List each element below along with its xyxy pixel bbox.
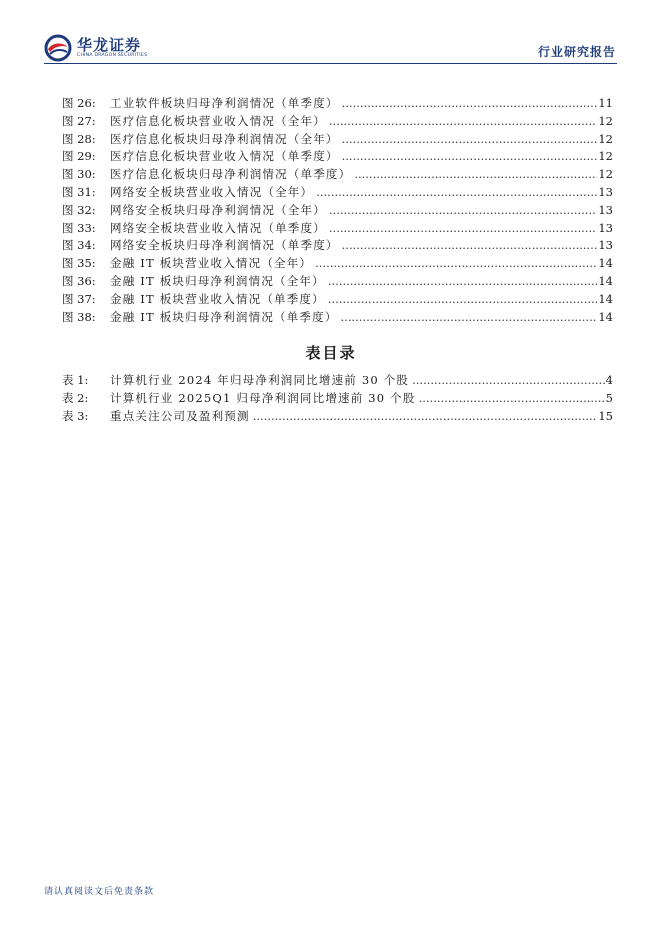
toc-entry-leader bbox=[253, 409, 598, 423]
toc-entry-page: 12 bbox=[598, 131, 613, 146]
toc-entry-leader bbox=[328, 274, 598, 288]
toc-entry-page: 14 bbox=[598, 256, 613, 271]
toc-entry-leader bbox=[342, 238, 598, 252]
toc-entry-page: 12 bbox=[598, 149, 613, 164]
dragon-logo-icon bbox=[44, 34, 72, 62]
toc-entry-title: 网络安全板块归母净利润情况（全年） bbox=[110, 202, 326, 217]
toc-entry-leader bbox=[315, 256, 597, 270]
brand-name-cn: 华龙证券 bbox=[77, 36, 142, 54]
toc-entry-title: 网络安全板块营业收入情况（全年） bbox=[110, 184, 314, 199]
toc-entry-title: 计算机行业 2025Q1 归母净利润同比增速前 30 个股 bbox=[110, 390, 416, 405]
toc-entry-leader bbox=[342, 96, 598, 110]
toc-entry[interactable] bbox=[62, 131, 613, 149]
toc-entry-leader bbox=[354, 167, 597, 181]
toc-entry-page: 13 bbox=[598, 202, 613, 217]
toc-entry-title: 工业软件板块归母净利润情况（单季度） bbox=[110, 96, 339, 110]
toc-entry-title: 金融 IT 板块归母净利润情况（单季度） bbox=[110, 309, 338, 324]
page-header bbox=[0, 0, 662, 70]
toc-entry-page: 13 bbox=[598, 238, 613, 253]
toc-entry[interactable] bbox=[62, 273, 613, 291]
toc-entry-leader bbox=[419, 391, 605, 405]
toc-entry[interactable] bbox=[62, 113, 613, 131]
toc-entry-leader bbox=[329, 221, 597, 235]
figure-list bbox=[62, 95, 613, 326]
toc-entry[interactable] bbox=[62, 166, 613, 184]
toc-entry-title: 金融 IT 板块归母净利润情况（全年） bbox=[110, 273, 325, 288]
report-type-label: 行业研究报告 bbox=[537, 45, 616, 59]
brand-logo bbox=[44, 34, 147, 62]
toc-entry-title: 重点关注公司及盈利预测 bbox=[110, 408, 250, 423]
toc-entry-leader bbox=[342, 149, 598, 163]
toc-entry-label: 图 33: bbox=[62, 220, 96, 235]
toc-entry-page: 12 bbox=[598, 113, 613, 128]
toc-entry-title: 医疗信息化板块归母净利润情况（单季度） bbox=[110, 167, 352, 182]
toc-entry-title: 计算机行业 2024 年归母净利润同比增速前 30 个股 bbox=[110, 373, 410, 387]
toc-entry-label: 图 29: bbox=[62, 149, 96, 164]
toc-entry-title: 网络安全板块归母净利润情况（单季度） bbox=[110, 238, 339, 253]
toc-entry[interactable] bbox=[62, 148, 613, 166]
toc-entry-title: 金融 IT 板块营业收入情况（单季度） bbox=[110, 291, 325, 306]
toc-entry-page: 14 bbox=[598, 273, 613, 288]
toc-entry-label: 图 37: bbox=[62, 291, 96, 306]
toc-entry-title: 医疗信息化板块营业收入情况（全年） bbox=[110, 113, 326, 128]
table-list bbox=[62, 372, 613, 425]
toc-entry-page: 15 bbox=[598, 408, 613, 423]
toc-entry[interactable] bbox=[62, 390, 613, 408]
toc-entry[interactable] bbox=[62, 184, 613, 202]
toc-entry-title: 医疗信息化板块营业收入情况（单季度） bbox=[110, 149, 339, 164]
toc-entry-page: 13 bbox=[598, 184, 613, 199]
toc-entry[interactable] bbox=[62, 95, 613, 113]
toc-entry-page: 4 bbox=[605, 373, 613, 387]
toc-entry-label: 图 35: bbox=[62, 256, 96, 271]
toc-entry-page: 11 bbox=[598, 96, 613, 110]
toc-entry-label: 图 36: bbox=[62, 273, 96, 288]
toc-entry-page: 13 bbox=[598, 220, 613, 235]
toc-entry-leader bbox=[329, 114, 597, 128]
disclaimer-note: 请认真阅读文后免责条款 bbox=[44, 887, 155, 897]
toc-entry-label: 图 30: bbox=[62, 167, 96, 182]
toc-entry-leader bbox=[412, 373, 605, 387]
toc-entry-label: 图 31: bbox=[62, 184, 96, 199]
header-divider bbox=[44, 63, 617, 64]
toc-entry-label: 表 3: bbox=[62, 408, 89, 423]
toc-entry-leader bbox=[316, 185, 597, 199]
toc-entry[interactable] bbox=[62, 220, 613, 238]
toc-entry-label: 表 1: bbox=[62, 373, 89, 387]
toc-entry-label: 表 2: bbox=[62, 390, 89, 405]
toc-entry-label: 图 34: bbox=[62, 238, 96, 253]
toc-entry-leader bbox=[342, 132, 598, 146]
toc-entry[interactable] bbox=[62, 309, 613, 327]
toc-entry[interactable] bbox=[62, 372, 613, 390]
toc-entry-label: 图 32: bbox=[62, 202, 96, 217]
toc-entry-title: 网络安全板块营业收入情况（单季度） bbox=[110, 220, 326, 235]
toc-entry-label: 图 38: bbox=[62, 309, 96, 324]
toc-entry[interactable] bbox=[62, 408, 613, 426]
toc-entry-leader bbox=[328, 292, 598, 306]
brand-name-en: CHINA DRAGON SECURITIES bbox=[77, 53, 148, 58]
toc-entry-page: 14 bbox=[598, 291, 613, 306]
toc-entry[interactable] bbox=[62, 255, 613, 273]
toc-entry-leader bbox=[341, 310, 598, 324]
toc-entry-label: 图 27: bbox=[62, 113, 96, 128]
toc-entry-label: 图 28: bbox=[62, 131, 96, 146]
toc-entry[interactable] bbox=[62, 202, 613, 220]
toc-entry-title: 医疗信息化板块归母净利润情况（全年） bbox=[110, 131, 339, 146]
toc-entry[interactable] bbox=[62, 291, 613, 309]
toc-entry-title: 金融 IT 板块营业收入情况（全年） bbox=[110, 256, 313, 271]
toc-entry-page: 5 bbox=[605, 390, 613, 405]
toc-entry-label: 图 26: bbox=[62, 96, 96, 110]
table-list-heading: 表目录 bbox=[305, 344, 357, 362]
toc-entry[interactable] bbox=[62, 237, 613, 255]
toc-entry-page: 12 bbox=[598, 167, 613, 182]
toc-entry-leader bbox=[329, 203, 597, 217]
toc-entry-page: 14 bbox=[598, 309, 613, 324]
